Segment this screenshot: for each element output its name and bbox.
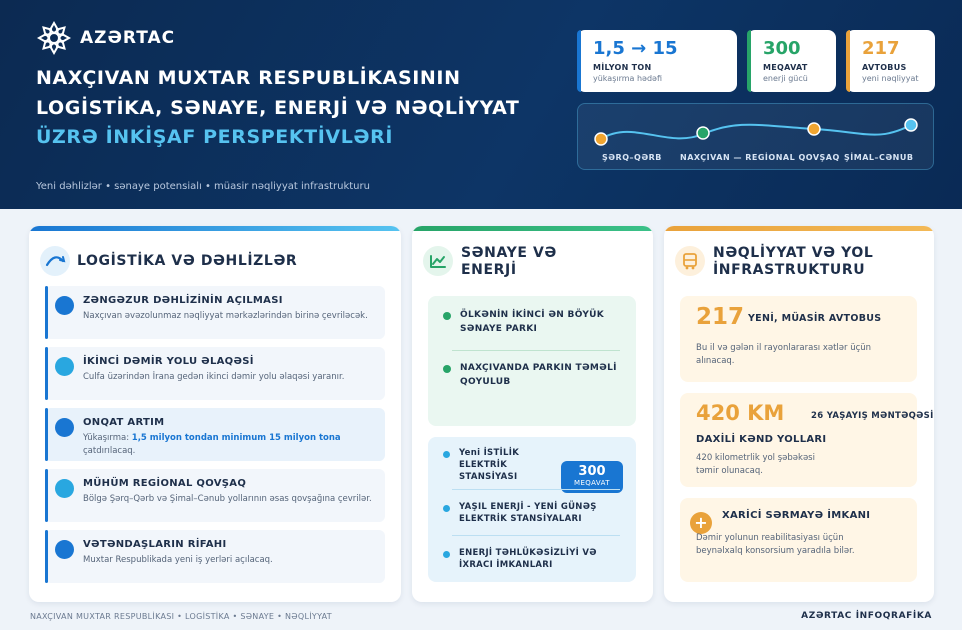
item-desc	[83, 432, 373, 458]
footer-topics: NAXÇIVAN MUXTAR RESPUBLİKASI • LOGİSTİKA • SƏNAYE • NƏQLİYYAT	[30, 612, 332, 621]
route-arc-icon	[40, 246, 70, 276]
transport-title-line-2: İNFRASTRUKTURU	[713, 262, 866, 278]
roads-desc: 420 kilometrlik yol şəbəkəsi təmir olunacaq.	[696, 453, 815, 476]
stat-accent-bar	[577, 30, 581, 92]
plus-icon: +	[690, 512, 712, 534]
energy-box	[428, 437, 636, 582]
bus-title: YENİ, MÜASİR AVTOBUS	[748, 313, 882, 324]
item-dot-icon	[55, 540, 74, 559]
stat-value: 300	[763, 38, 801, 59]
item-dot-icon	[55, 357, 74, 376]
page-title-line-3: ÜZRƏ İNKİŞAF PERSPEKTİVLƏRİ	[36, 126, 394, 148]
item-desc: Culfa üzərindən İrana gedən ikinci dəmir yolu əlaqəsi yaranır.	[83, 372, 345, 382]
hero-banner	[0, 0, 962, 209]
item-title: ONQAT ARTIM	[83, 417, 165, 428]
card-accent	[29, 226, 401, 231]
route-node-regional	[808, 123, 820, 135]
page-subtitle: Yeni dəhlizlər • sənaye potensialı • müasir nəqliyyat infrastrukturu	[36, 181, 370, 192]
azertac-emblem-icon	[36, 20, 72, 56]
item-title: ZƏNGƏZUR DƏHLİZİNİN AÇILMASI	[83, 295, 283, 306]
investment-title: XARİCİ SƏRMAYƏ İMKANI	[722, 510, 871, 521]
item-accent-bar	[45, 469, 48, 522]
card-accent	[412, 226, 653, 231]
stat-card-bus	[846, 30, 935, 92]
stat-value: 1,5 → 15	[593, 38, 678, 59]
bullet-dot-icon	[443, 365, 451, 373]
stat-label: AVTOBUS	[862, 63, 907, 72]
item-desc: Muxtar Respublikada yeni iş yerləri açılacaq.	[83, 555, 273, 565]
card-accent	[664, 226, 934, 231]
route-label-east-west: ŞƏRQ–QƏRB	[602, 153, 662, 162]
stat-card-power	[747, 30, 836, 92]
brand-name: AZƏRTAC	[80, 28, 176, 48]
industry-title-line-2: ENERJİ	[461, 262, 517, 278]
divider	[452, 489, 620, 490]
stat-card-cargo	[577, 30, 737, 92]
list-item	[45, 530, 385, 583]
power-unit: MEQAVAT	[574, 479, 610, 487]
list-item	[45, 408, 385, 461]
list-item	[45, 347, 385, 400]
energy-item: Yeni İSTİLİK ELEKTRİK STANSİYASI	[443, 447, 553, 483]
bullet-dot-icon	[443, 451, 450, 458]
page-title-line-1: NAXÇIVAN MUXTAR RESPUBLİKASININ	[36, 67, 461, 89]
item-dot-icon	[55, 479, 74, 498]
logistics-title: LOGİSTİKA VƏ DƏHLİZLƏR	[77, 253, 298, 269]
stat-accent-bar	[747, 30, 751, 92]
settlements-label: 26 YAŞAYIŞ MƏNTƏQƏSİ	[811, 411, 934, 421]
corridor-route-map	[577, 103, 934, 170]
industry-title-line-1: SƏNAYE VƏ	[461, 245, 557, 261]
stat-label: MİLYON TON	[593, 63, 652, 72]
route-node-west	[595, 133, 607, 145]
divider	[452, 350, 620, 351]
stat-caption: enerji gücü	[763, 74, 808, 83]
bullet-dot-icon	[443, 505, 450, 512]
route-node-north	[905, 119, 917, 131]
logistics-card	[29, 226, 401, 602]
stat-label: MEQAVAT	[763, 63, 808, 72]
road-length: 420 KM	[696, 401, 785, 425]
bullet-dot-icon	[443, 312, 451, 320]
item-dot-icon	[55, 296, 74, 315]
item-accent-bar	[45, 347, 48, 400]
transport-card	[664, 226, 934, 602]
route-node-nakhchivan	[697, 127, 709, 139]
energy-item: YAŞIL ENERJİ - YENİ GÜNƏŞ ELEKTRİK STANSİYALARI	[443, 501, 628, 525]
energy-item: ENERJİ TƏHLÜKƏSİZLİYİ VƏ İXRACI İMKANLARI	[443, 547, 628, 571]
item-accent-bar	[45, 530, 48, 583]
investment-desc: Dəmir yolunun reabilitasiyası üçün beynəlxalq konsorsium yaradıla bilər.	[696, 533, 855, 556]
item-title: VƏTƏNDAŞLARIN RİFAHI	[83, 539, 227, 550]
bus-icon	[675, 246, 705, 276]
footer-credit: AZƏRTAC İNFOQRAFİKA	[801, 611, 932, 621]
power-value: 300	[578, 464, 606, 479]
list-item	[45, 286, 385, 339]
industrial-park-box	[428, 296, 636, 426]
foreign-investment-box	[680, 498, 917, 582]
park-item: NAXÇIVANDA PARKIN TƏMƏLİ QOYULUB	[443, 361, 628, 389]
stat-caption: yükaşırma hədəfi	[593, 74, 663, 83]
factory-chart-icon	[423, 246, 453, 276]
bus-desc: Bu il və gələn il rayonlararası xətlər üçün alınacaq.	[696, 343, 872, 366]
item-desc: Naxçıvan əvəzolunmaz nəqliyyat mərkəzlərindən birinə çevriləcək.	[83, 311, 368, 321]
item-desc-suffix: çatdırılacaq.	[83, 446, 136, 456]
stat-caption: yeni nəqliyyat	[862, 74, 919, 83]
route-label-north-south: ŞİMAL–CƏNUB	[844, 153, 914, 162]
roads-title: DAXİLİ KƏND YOLLARI	[696, 434, 827, 445]
item-desc-prefix: Yükaşırma:	[83, 433, 132, 443]
item-title: MÜHÜM REGİONAL QOVŞAQ	[83, 478, 247, 489]
item-accent-bar	[45, 286, 48, 339]
item-desc-highlight: 1,5 milyon tondan minimum 15 milyon tona	[131, 433, 341, 443]
divider	[452, 535, 620, 536]
park-item: ÖLKƏNİN İKİNCİ ƏN BÖYÜK SƏNAYE PARKI	[443, 308, 628, 336]
stat-value: 217	[862, 38, 900, 59]
industry-energy-card	[412, 226, 653, 602]
item-title: İKİNCİ DƏMİR YOLU ƏLAQƏSİ	[83, 356, 254, 367]
item-desc: Bölgə Şərq–Qərb və Şimal–Cənub yollarının əsas qovşağına çevrilər.	[83, 494, 372, 504]
brand-logo	[36, 20, 175, 56]
page-title-line-2: LOGİSTİKA, SƏNAYE, ENERJİ VƏ NƏQLİYYAT	[36, 97, 520, 119]
rural-roads-box	[680, 393, 934, 487]
bullet-dot-icon	[443, 551, 450, 558]
list-item	[45, 469, 385, 522]
bus-fleet-box	[680, 296, 917, 382]
item-accent-bar	[45, 408, 48, 461]
item-dot-icon	[55, 418, 74, 437]
bus-count: 217	[696, 304, 745, 330]
route-label-nakhchivan-hub: NAXÇIVAN — REGİONAL QOVŞAQ	[680, 153, 840, 162]
transport-title-line-1: NƏQLİYYAT VƏ YOL	[713, 245, 874, 261]
stat-accent-bar	[846, 30, 850, 92]
